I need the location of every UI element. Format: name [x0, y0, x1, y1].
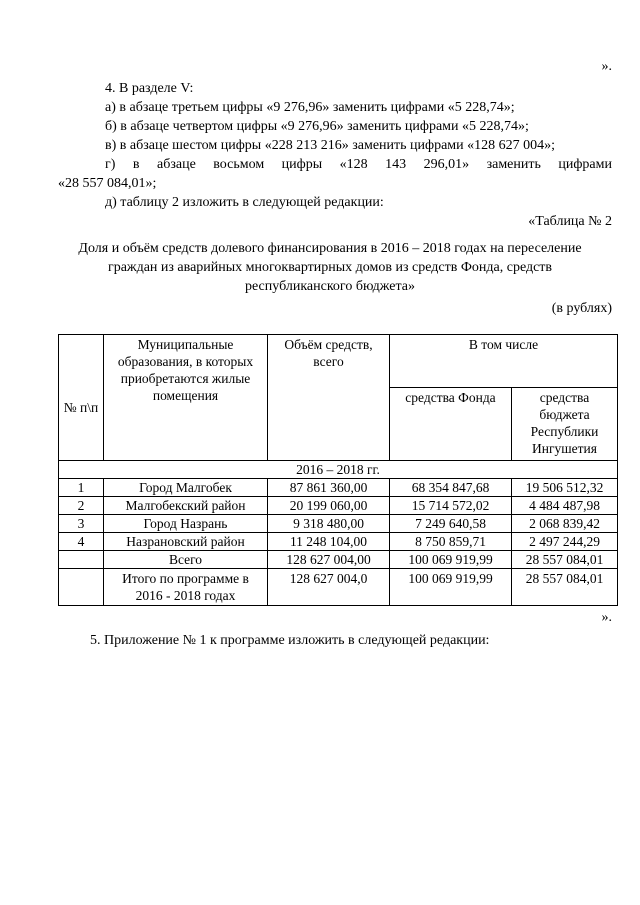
- table-row: [59, 479, 618, 497]
- row-budget: 2 497 244,29: [512, 533, 618, 551]
- sum-budget: 28 557 084,01: [512, 551, 618, 569]
- table-label: «Таблица № 2: [528, 214, 612, 229]
- closing-quote-table: ».: [601, 610, 612, 625]
- section4-item-g-line1: г) в абзаце восьмом цифры «128 143 296,01» заменить цифрами: [105, 157, 612, 172]
- row-fund: 8 750 859,71: [390, 533, 512, 551]
- header-num: № п\п: [59, 335, 104, 461]
- row-fund: 7 249 640,58: [390, 515, 512, 533]
- sum-fund: 100 069 919,99: [390, 551, 512, 569]
- section4-item-d: д) таблицу 2 изложить в следующей редакции:: [105, 195, 384, 210]
- program-fund: 100 069 919,99: [390, 569, 512, 606]
- row-fund: 15 714 572,02: [390, 497, 512, 515]
- section4-item-b: б) в абзаце четвертом цифры «9 276,96» заменить цифрами «5 228,74»;: [105, 119, 529, 134]
- table-row: [59, 533, 618, 551]
- table-title-line1: Доля и объём средств долевого финансирования в 2016 – 2018 годах на переселение: [78, 241, 582, 256]
- program-num: [59, 569, 104, 606]
- row-num: 4: [59, 533, 104, 551]
- row-name: Малгобекский район: [104, 497, 268, 515]
- program-budget: 28 557 084,01: [512, 569, 618, 606]
- closing-quote-top: ».: [601, 59, 612, 74]
- section5-text: 5. Приложение № 1 к программе изложить в следующей редакции:: [90, 633, 490, 648]
- row-total: 9 318 480,00: [268, 515, 390, 533]
- row-name: Город Малгобек: [104, 479, 268, 497]
- sum-row: [59, 551, 618, 569]
- row-total: 20 199 060,00: [268, 497, 390, 515]
- row-total: 11 248 104,00: [268, 533, 390, 551]
- row-budget: 19 506 512,32: [512, 479, 618, 497]
- table-title-line2: граждан из аварийных многоквартирных домов из средств Фонда, средств: [107, 260, 553, 275]
- row-budget: 4 484 487,98: [512, 497, 618, 515]
- header-including: В том числе: [390, 335, 618, 388]
- program-total-row: [59, 569, 618, 606]
- row-fund: 68 354 847,68: [390, 479, 512, 497]
- header-municipality: Муниципальные образования, в которых приобретаются жилые помещения: [104, 335, 268, 461]
- section4-item-a: а) в абзаце третьем цифры «9 276,96» заменить цифрами «5 228,74»;: [105, 100, 515, 115]
- sum-label: Всего: [104, 551, 268, 569]
- row-num: 1: [59, 479, 104, 497]
- sum-num: [59, 551, 104, 569]
- program-label: Итого по программе в 2016 - 2018 годах: [104, 569, 268, 606]
- header-fund: средства Фонда: [390, 388, 512, 461]
- period-row: [59, 461, 618, 479]
- row-num: 2: [59, 497, 104, 515]
- header-total: Объём средств, всего: [268, 335, 390, 461]
- row-num: 3: [59, 515, 104, 533]
- table-title-line3: республиканского бюджета»: [244, 279, 416, 294]
- currency-note: (в рублях): [551, 301, 612, 316]
- program-total: 128 627 004,0: [268, 569, 390, 606]
- row-name: Назрановский район: [104, 533, 268, 551]
- section4-heading: 4. В разделе V:: [105, 81, 194, 96]
- funding-table: [58, 334, 618, 606]
- table-header-row-1: [59, 335, 618, 388]
- row-total: 87 861 360,00: [268, 479, 390, 497]
- table-row: [59, 515, 618, 533]
- header-budget: средства бюджета Республики Ингушетия: [512, 388, 618, 461]
- period-cell: 2016 – 2018 гг.: [59, 461, 618, 479]
- row-budget: 2 068 839,42: [512, 515, 618, 533]
- table-row: [59, 497, 618, 515]
- row-name: Город Назрань: [104, 515, 268, 533]
- section4-item-g-line2: «28 557 084,01»;: [58, 176, 157, 191]
- section4-item-v: в) в абзаце шестом цифры «228 213 216» заменить цифрами «128 627 004»;: [105, 138, 556, 153]
- sum-total: 128 627 004,00: [268, 551, 390, 569]
